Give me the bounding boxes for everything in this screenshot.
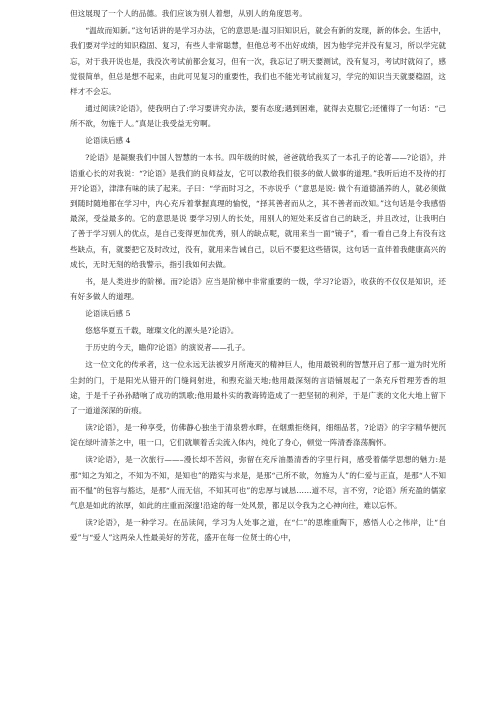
section-heading-5: 论语读后感 5: [85, 309, 131, 319]
paragraph-12: 读?论语》，是一次旅行——–漫长却不苦闷，弥留在充斥油墨清香的字里行间，感受着儒学思想的魅力:是那“知之为知之，不知为不知，是知也”的踏实与求是，是那“己所不欲，勿施为人”的仁爱与正直，是那“人不知而不愠”的包容与豁达，是那“人而无信，不知其可也”的忠厚与诚恳……道不尽，言不穷，?论语》所充盈的儒家气息是如此的浓厚，如此的庄重而深邃!沿途的每一处风景，都足以令我为之心神向往，难以忘怀。: [70, 455, 446, 511]
paragraph-1: 但这展现了一个人的品德。我们应该为别人着想，从别人的角度思考。: [70, 9, 307, 18]
paragraph-11: 读?论语》，是一种享受，仿佛静心独坐于清泉碧水畔，在烟熏拒绕间，细细品茗，?论语》的字字精华便沉淀在绿叶清茶之中，咀一口，它们就顺着舌尖流入体内，纯化了身心，顿觉一阵清香涤荡胸怀。: [70, 423, 446, 448]
paragraph-2: “温故而知新。”这句话讲的是学习办法，它的意思是:温习旧知识后，就会有新的发现，新的体会。生活中，我们要对学过的知识稳固、复习，有些人非常聪慧，但他总考不出好成绩，因为他学完并没有复习，所以学完就忘，对于我开说也是，我没次考试前都会复习，但有一次，我忘记了明天要测试，没有复习，考试时就闷了，感觉很简单，但总是想不起来，由此可见复习的重要性，我们也不能光考试前复习，学完的知识当天就要稳固，这样才不会忘。: [70, 26, 446, 96]
paragraph-8: 悠悠华夏五千载，璀璨文化的源头是?论语》。: [85, 326, 239, 336]
section-heading-4: 论语读后感 4: [85, 136, 131, 146]
paragraph-9: 于历史的今天，瞻仰?论语》的演说者——孔子。: [85, 343, 250, 353]
paragraph-5: ?论语》是凝聚我们中国人智慧的一本书。四年级的时候，爸爸就给我买了一本孔子的论著——?论语》，并语重心长的对我说：“?论语》是我们的良师益友，它可以教给我们很多的做人做事的道理。”我听后迫不及待的打开?论语》，津津有味的读了起来。子曰：“学而时习之，不亦说乎（”意思是说: 做个有道德涵养的人，就必须做到随时随地都在学习中，内心充斥着掌握真理的愉悦，“择其善者而从之，其不善者而改知。”这句话是令我感悟最深，受益最多的。它的意思是说 要学习别人的长处，用别人的短处来反省自己的缺乏，并且改过，让我明白了善于学习别人的优点，是自己变得更加优秀，别人的缺点呢，就用来当一面“镜子”，看一看自己身上有没有这些缺点，有，就要把它及时改过，没有，就用来告诫自己，以后不要犯这些错误，这句话一直伴着我健康高兴的成长，无时无刻的给我警示，指引我如何去做。: [70, 153, 446, 269]
paragraph-6: 书，是人类进步的阶梯。而?论语》应当是阶梯中非常重要的一级，学习?论语》，收获的不仅仅是知识，还有好多做人的道理。: [70, 276, 446, 302]
paragraph-3: 通过阅读?论语》，使我明白了:学习要讲究办法，要有态度;遇到困难，就得去克服它;还懂得了一句话：“己所不欲，勿施于人。”真是让我受益无穷啊。: [70, 104, 446, 129]
paragraph-13: 读?论语》，是一种学习。在品读间，学习为人处事之道，在“仁”的思维重陶下，感悟人心之伟岸，让“自爱”与“爱人”这两朵人性最美好的芳花，盛开在每一位贤士的心中，: [70, 518, 446, 543]
paragraph-10: 这一位文化的传承者，这一位永远无法被岁月所淹灭的精神巨人，他用最锐利的智慧开启了那一道为时光所尘封的门，于是阳光从错开的门缝间射进，和煦充溢天地;他用最深刻的言语铺展起了一条充斥哲理芳香的坦途，于是千子孙孙踏响了成功的凯歌;他用最朴实的教诲铸造成了一把坚韧的利斧，于是广袤的文化大地上留下了一道道深深的斫痕。: [70, 360, 446, 416]
